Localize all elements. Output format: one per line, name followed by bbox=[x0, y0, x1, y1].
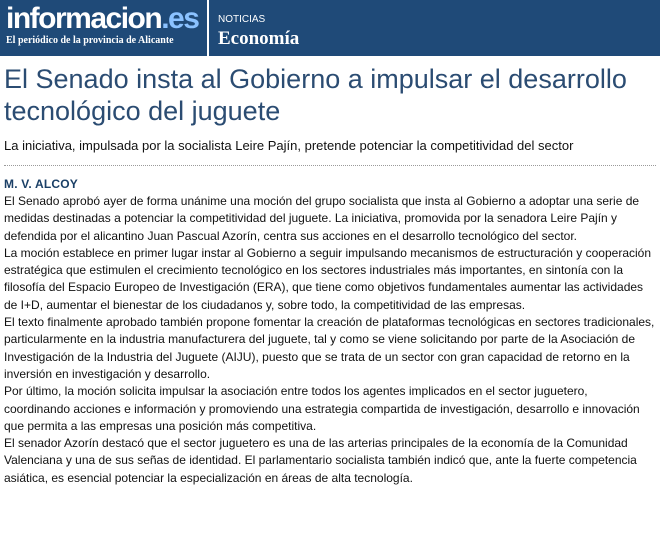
article-paragraph: El Senado aprobó ayer de forma unánime una moción del grupo socialista que insta al Gobierno a adoptar una serie de medidas destinadas a potenciar la competitividad del juguete. La iniciativa, promovida por la senadora Leire Pajín y defendida por el alicantino Juan Pascual Azorín, centra sus acciones en el desarrollo tecnológico del sector. bbox=[4, 194, 640, 243]
article-subtitle: La iniciativa, impulsada por la socialista Leire Pajín, pretende potenciar la competitividad del sector bbox=[4, 138, 574, 153]
divider bbox=[4, 165, 656, 166]
brand-block[interactable] bbox=[0, 0, 207, 56]
site-header bbox=[0, 0, 662, 56]
article-paragraph: Por último, la moción solicita impulsar la asociación entre todos los agentes implicados en el sector juguetero, coordinando acciones e información y promoviendo una estrategia compartida de investigación, desarrollo e innovación que permita a las empresas una posición más competitiva. bbox=[4, 384, 640, 433]
article-paragraph: El texto finalmente aprobado también propone fomentar la creación de plataformas tecnológicas en sectores tradicionales, particularmente en la industria manufacturera del juguete, tal y como se viene solicitando por parte de la Asociación de Investigación de la Industria del Juguete (AIJU), puesto que se trata de un sector con gran capacidad de retorno en la inversión en investigación y desarrollo. bbox=[4, 315, 655, 381]
logo-suffix: .es bbox=[161, 2, 199, 35]
site-tagline: El periódico de la provincia de Alicante bbox=[6, 35, 174, 46]
article-headline: El Senado insta al Gobierno a impulsar el desarrollo tecnológico del juguete bbox=[4, 64, 627, 126]
article-byline: M. V. ALCOY bbox=[4, 177, 78, 191]
article-paragraph: La moción establece en primer lugar instar al Gobierno a seguir impulsando mecanismos de estructuración y cooperación estratégica que estimulen el crecimiento tecnológico en los sectores industriales más importantes, en sintonía con la filosofía del Espacio Europeo de Investigación (ERA), que tiene como objetivos fundamentales aumentar las actividades de I+D, aumentar el bienestar de los ciudadanos y, sobre todo, la competitividad de las empresas. bbox=[4, 245, 652, 312]
article-paragraph: El senador Azorín destacó que el sector juguetero es una de las arterias principales de la economía de la Comunidad Valenciana y una de sus señas de identidad. El parlamentario socialista también indicó que, ante la fuerte competencia asiática, es esencial potenciar la especialización en áreas de alta tecnología. bbox=[4, 436, 637, 485]
section-title[interactable]: Economía bbox=[218, 28, 300, 49]
section-label[interactable]: NOTICIAS bbox=[218, 14, 266, 25]
logo-main: informacion bbox=[6, 2, 162, 35]
article-body bbox=[4, 193, 656, 487]
section-band bbox=[209, 0, 660, 56]
site-logo[interactable] bbox=[6, 4, 198, 34]
